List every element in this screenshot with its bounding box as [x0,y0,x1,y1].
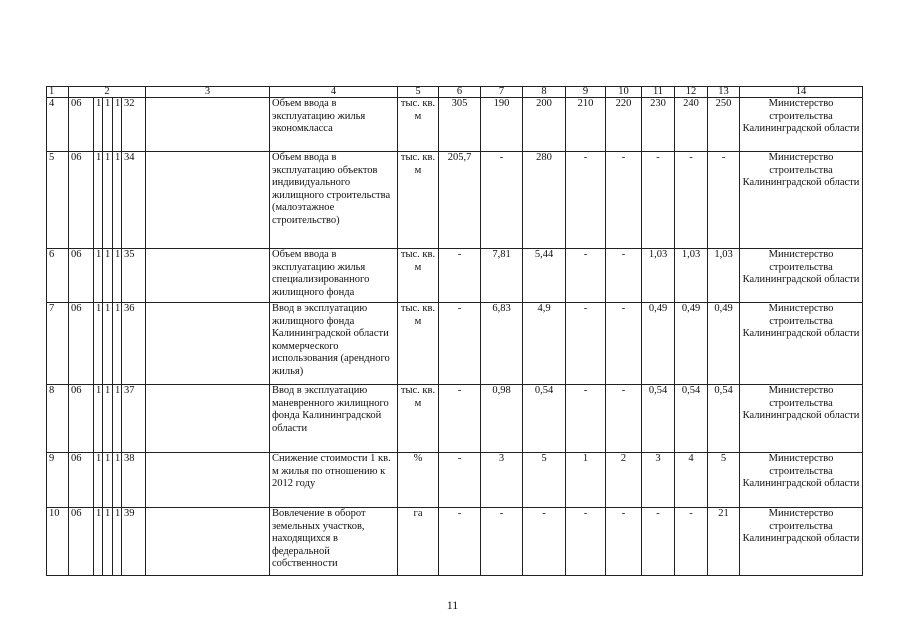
cell-c2: 1 [94,152,103,249]
cell-v10: - [606,303,642,385]
header-cell: 3 [146,87,270,98]
cell-v6: - [439,385,481,453]
cell-v13: 250 [708,98,740,152]
cell-v7: - [481,152,523,249]
cell-v9: 210 [566,98,606,152]
cell-n: 8 [47,385,69,453]
cell-v12: 4 [675,453,708,508]
cell-c2: 1 [94,508,103,576]
cell-v10: - [606,152,642,249]
cell-v11: 230 [642,98,675,152]
cell-v6: - [439,303,481,385]
cell-v8: 4,9 [523,303,566,385]
cell-v12: 0,49 [675,303,708,385]
header-cell: 8 [523,87,566,98]
cell-v9: - [566,303,606,385]
cell-n: 10 [47,508,69,576]
cell-v10: 2 [606,453,642,508]
cell-v11: - [642,152,675,249]
cell-c2: 1 [94,249,103,303]
cell-v11: 3 [642,453,675,508]
cell-name: Ввод в эксплуатацию жилищного фонда Калининградской области коммерческого использования (арендного жилья) [270,303,398,385]
cell-c1: 06 [69,152,94,249]
cell-c1: 06 [69,385,94,453]
header-row [47,87,863,98]
cell-n: 5 [47,152,69,249]
cell-v8: - [523,508,566,576]
empty-cell [146,152,270,249]
cell-c5: 36 [122,303,146,385]
cell-v7: 0,98 [481,385,523,453]
cell-v6: - [439,508,481,576]
cell-c2: 1 [94,385,103,453]
cell-v11: 0,54 [642,385,675,453]
cell-unit: % [398,453,439,508]
cell-c2: 1 [94,98,103,152]
table-row [47,453,863,508]
cell-v8: 0,54 [523,385,566,453]
table-row [47,303,863,385]
cell-c4: 1 [113,385,122,453]
cell-c4: 1 [113,249,122,303]
cell-org: Министерство строительства Калининградской области [740,385,863,453]
cell-c2: 1 [94,303,103,385]
header-cell: 9 [566,87,606,98]
cell-v7: 3 [481,453,523,508]
cell-v7: 190 [481,98,523,152]
cell-org: Министерство строительства Калининградской области [740,508,863,576]
cell-org: Министерство строительства Калининградской области [740,152,863,249]
cell-v6: - [439,249,481,303]
cell-v11: 1,03 [642,249,675,303]
cell-n: 7 [47,303,69,385]
cell-c5: 35 [122,249,146,303]
cell-c1: 06 [69,303,94,385]
table-row [47,508,863,576]
cell-n: 6 [47,249,69,303]
cell-name: Снижение стоимости 1 кв. м жилья по отношению к 2012 году [270,453,398,508]
cell-v9: 1 [566,453,606,508]
empty-cell [146,303,270,385]
page-number: 11 [446,598,459,612]
header-cell: 14 [740,87,863,98]
table-row [47,152,863,249]
cell-c3: 1 [103,453,113,508]
cell-v8: 280 [523,152,566,249]
cell-v12: 240 [675,98,708,152]
cell-c1: 06 [69,249,94,303]
cell-unit: тыс. кв. м [398,385,439,453]
header-cell: 4 [270,87,398,98]
cell-v12: - [675,508,708,576]
cell-v13: 21 [708,508,740,576]
cell-c5: 39 [122,508,146,576]
cell-c3: 1 [103,249,113,303]
cell-v7: 7,81 [481,249,523,303]
cell-c3: 1 [103,303,113,385]
cell-n: 4 [47,98,69,152]
cell-c4: 1 [113,303,122,385]
cell-c4: 1 [113,453,122,508]
cell-v9: - [566,508,606,576]
cell-v7: - [481,508,523,576]
cell-v6: 205,7 [439,152,481,249]
cell-org: Министерство строительства Калининградской области [740,303,863,385]
header-cell: 13 [708,87,740,98]
cell-c4: 1 [113,508,122,576]
cell-v6: 305 [439,98,481,152]
cell-c3: 1 [103,385,113,453]
cell-v8: 5 [523,453,566,508]
cell-v10: 220 [606,98,642,152]
cell-org: Министерство строительства Калининградской области [740,98,863,152]
header-cell: 11 [642,87,675,98]
cell-name: Ввод в эксплуатацию маневренного жилищного фонда Калининградской области [270,385,398,453]
cell-v12: 0,54 [675,385,708,453]
indicators-table [46,86,863,576]
table-row [47,385,863,453]
cell-c2: 1 [94,453,103,508]
header-cell: 10 [606,87,642,98]
empty-cell [146,385,270,453]
header-cell: 2 [69,87,146,98]
cell-v10: - [606,249,642,303]
cell-v13: 0,49 [708,303,740,385]
cell-unit: тыс. кв. м [398,98,439,152]
cell-v9: - [566,249,606,303]
table-row [47,249,863,303]
cell-unit: га [398,508,439,576]
cell-c5: 38 [122,453,146,508]
cell-v9: - [566,152,606,249]
empty-cell [146,249,270,303]
header-cell: 6 [439,87,481,98]
cell-v13: 0,54 [708,385,740,453]
cell-unit: тыс. кв. м [398,303,439,385]
cell-c5: 34 [122,152,146,249]
cell-v11: 0,49 [642,303,675,385]
empty-cell [146,453,270,508]
cell-name: Объем ввода в эксплуатацию объектов индивидуального жилищного строительства (малоэтажное строительство) [270,152,398,249]
cell-c4: 1 [113,98,122,152]
cell-c3: 1 [103,98,113,152]
cell-v8: 200 [523,98,566,152]
cell-unit: тыс. кв. м [398,152,439,249]
cell-org: Министерство строительства Калининградской области [740,249,863,303]
cell-c3: 1 [103,152,113,249]
empty-cell [146,508,270,576]
cell-v12: - [675,152,708,249]
empty-cell [146,98,270,152]
cell-v13: 1,03 [708,249,740,303]
cell-c3: 1 [103,508,113,576]
cell-c1: 06 [69,98,94,152]
cell-v13: - [708,152,740,249]
header-cell: 12 [675,87,708,98]
cell-name: Объем ввода в эксплуатацию жилья специализированного жилищного фонда [270,249,398,303]
cell-v9: - [566,385,606,453]
cell-c1: 06 [69,453,94,508]
cell-v10: - [606,385,642,453]
cell-name: Вовлечение в оборот земельных участков, находящихся в федеральной собственности [270,508,398,576]
cell-unit: тыс. кв. м [398,249,439,303]
cell-c1: 06 [69,508,94,576]
cell-c5: 37 [122,385,146,453]
table-row [47,98,863,152]
cell-org: Министерство строительства Калининградской области [740,453,863,508]
header-cell: 7 [481,87,523,98]
cell-name: Объем ввода в эксплуатацию жилья экономкласса [270,98,398,152]
cell-c5: 32 [122,98,146,152]
cell-v10: - [606,508,642,576]
cell-c4: 1 [113,152,122,249]
cell-v7: 6,83 [481,303,523,385]
header-cell: 1 [47,87,69,98]
cell-v12: 1,03 [675,249,708,303]
cell-n: 9 [47,453,69,508]
cell-v13: 5 [708,453,740,508]
header-cell: 5 [398,87,439,98]
cell-v6: - [439,453,481,508]
cell-v8: 5,44 [523,249,566,303]
cell-v11: - [642,508,675,576]
